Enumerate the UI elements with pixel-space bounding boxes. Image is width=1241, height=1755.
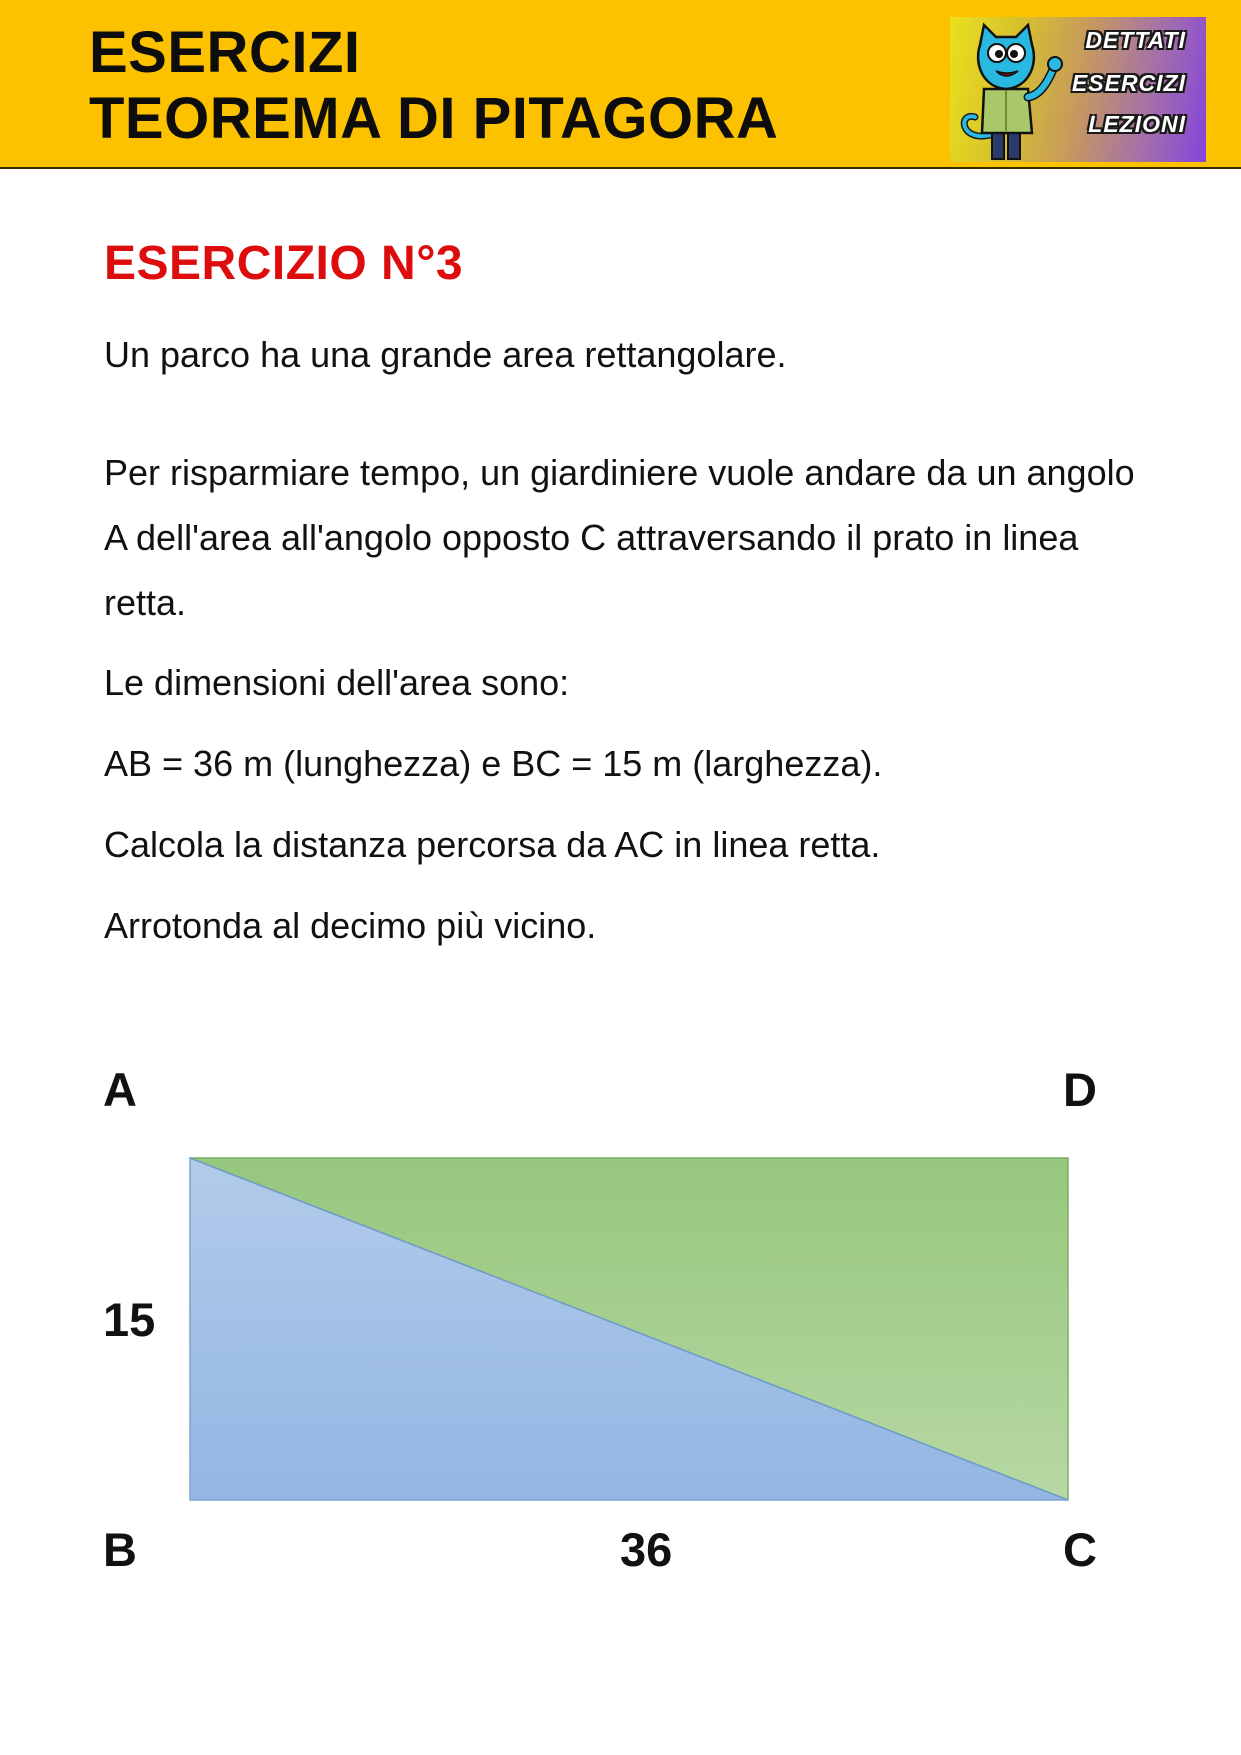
paragraph-dimensions-intro: Le dimensioni dell'area sono: — [104, 662, 570, 703]
vertex-c-label: C — [1063, 1523, 1097, 1576]
vertex-a-label: A — [103, 1063, 137, 1116]
site-logo[interactable] — [950, 17, 1206, 162]
rectangle-diagram — [0, 1040, 1241, 1600]
header-bar — [0, 0, 1241, 169]
logo-word-dettati: DETTATI — [1085, 27, 1186, 53]
vertex-b-label: B — [103, 1523, 137, 1576]
exercise-title: ESERCIZIO N°3 — [104, 237, 464, 290]
paragraph-intro: Un parco ha una grande area rettangolare. — [104, 334, 787, 375]
side-bc-length-label: 15 — [103, 1293, 156, 1346]
paragraph-problem: Per risparmiare tempo, un giardiniere vuole andare da un angolo A dell'area all'angolo opposto C attraversando il prato in linea retta. — [104, 452, 1135, 623]
side-ab-length-label: 36 — [620, 1523, 673, 1576]
paragraph-rounding: Arrotonda al decimo più vicino. — [104, 905, 597, 946]
title-line-2: TEOREMA DI PITAGORA — [89, 86, 779, 151]
paragraph-question: Calcola la distanza percorsa da AC in linea retta. — [104, 824, 881, 865]
logo-word-lezioni: LEZIONI — [1088, 111, 1186, 137]
rectangle-figure — [0, 1040, 1241, 1600]
logo-word-esercizi: ESERCIZI — [1071, 70, 1186, 96]
cat-mascot-icon — [950, 17, 1070, 162]
title-line-1: ESERCIZI — [89, 20, 361, 85]
page-title — [89, 20, 778, 152]
vertex-d-label: D — [1063, 1063, 1097, 1116]
paragraph-dimensions: AB = 36 m (lunghezza) e BC = 15 m (larghezza). — [104, 743, 883, 784]
